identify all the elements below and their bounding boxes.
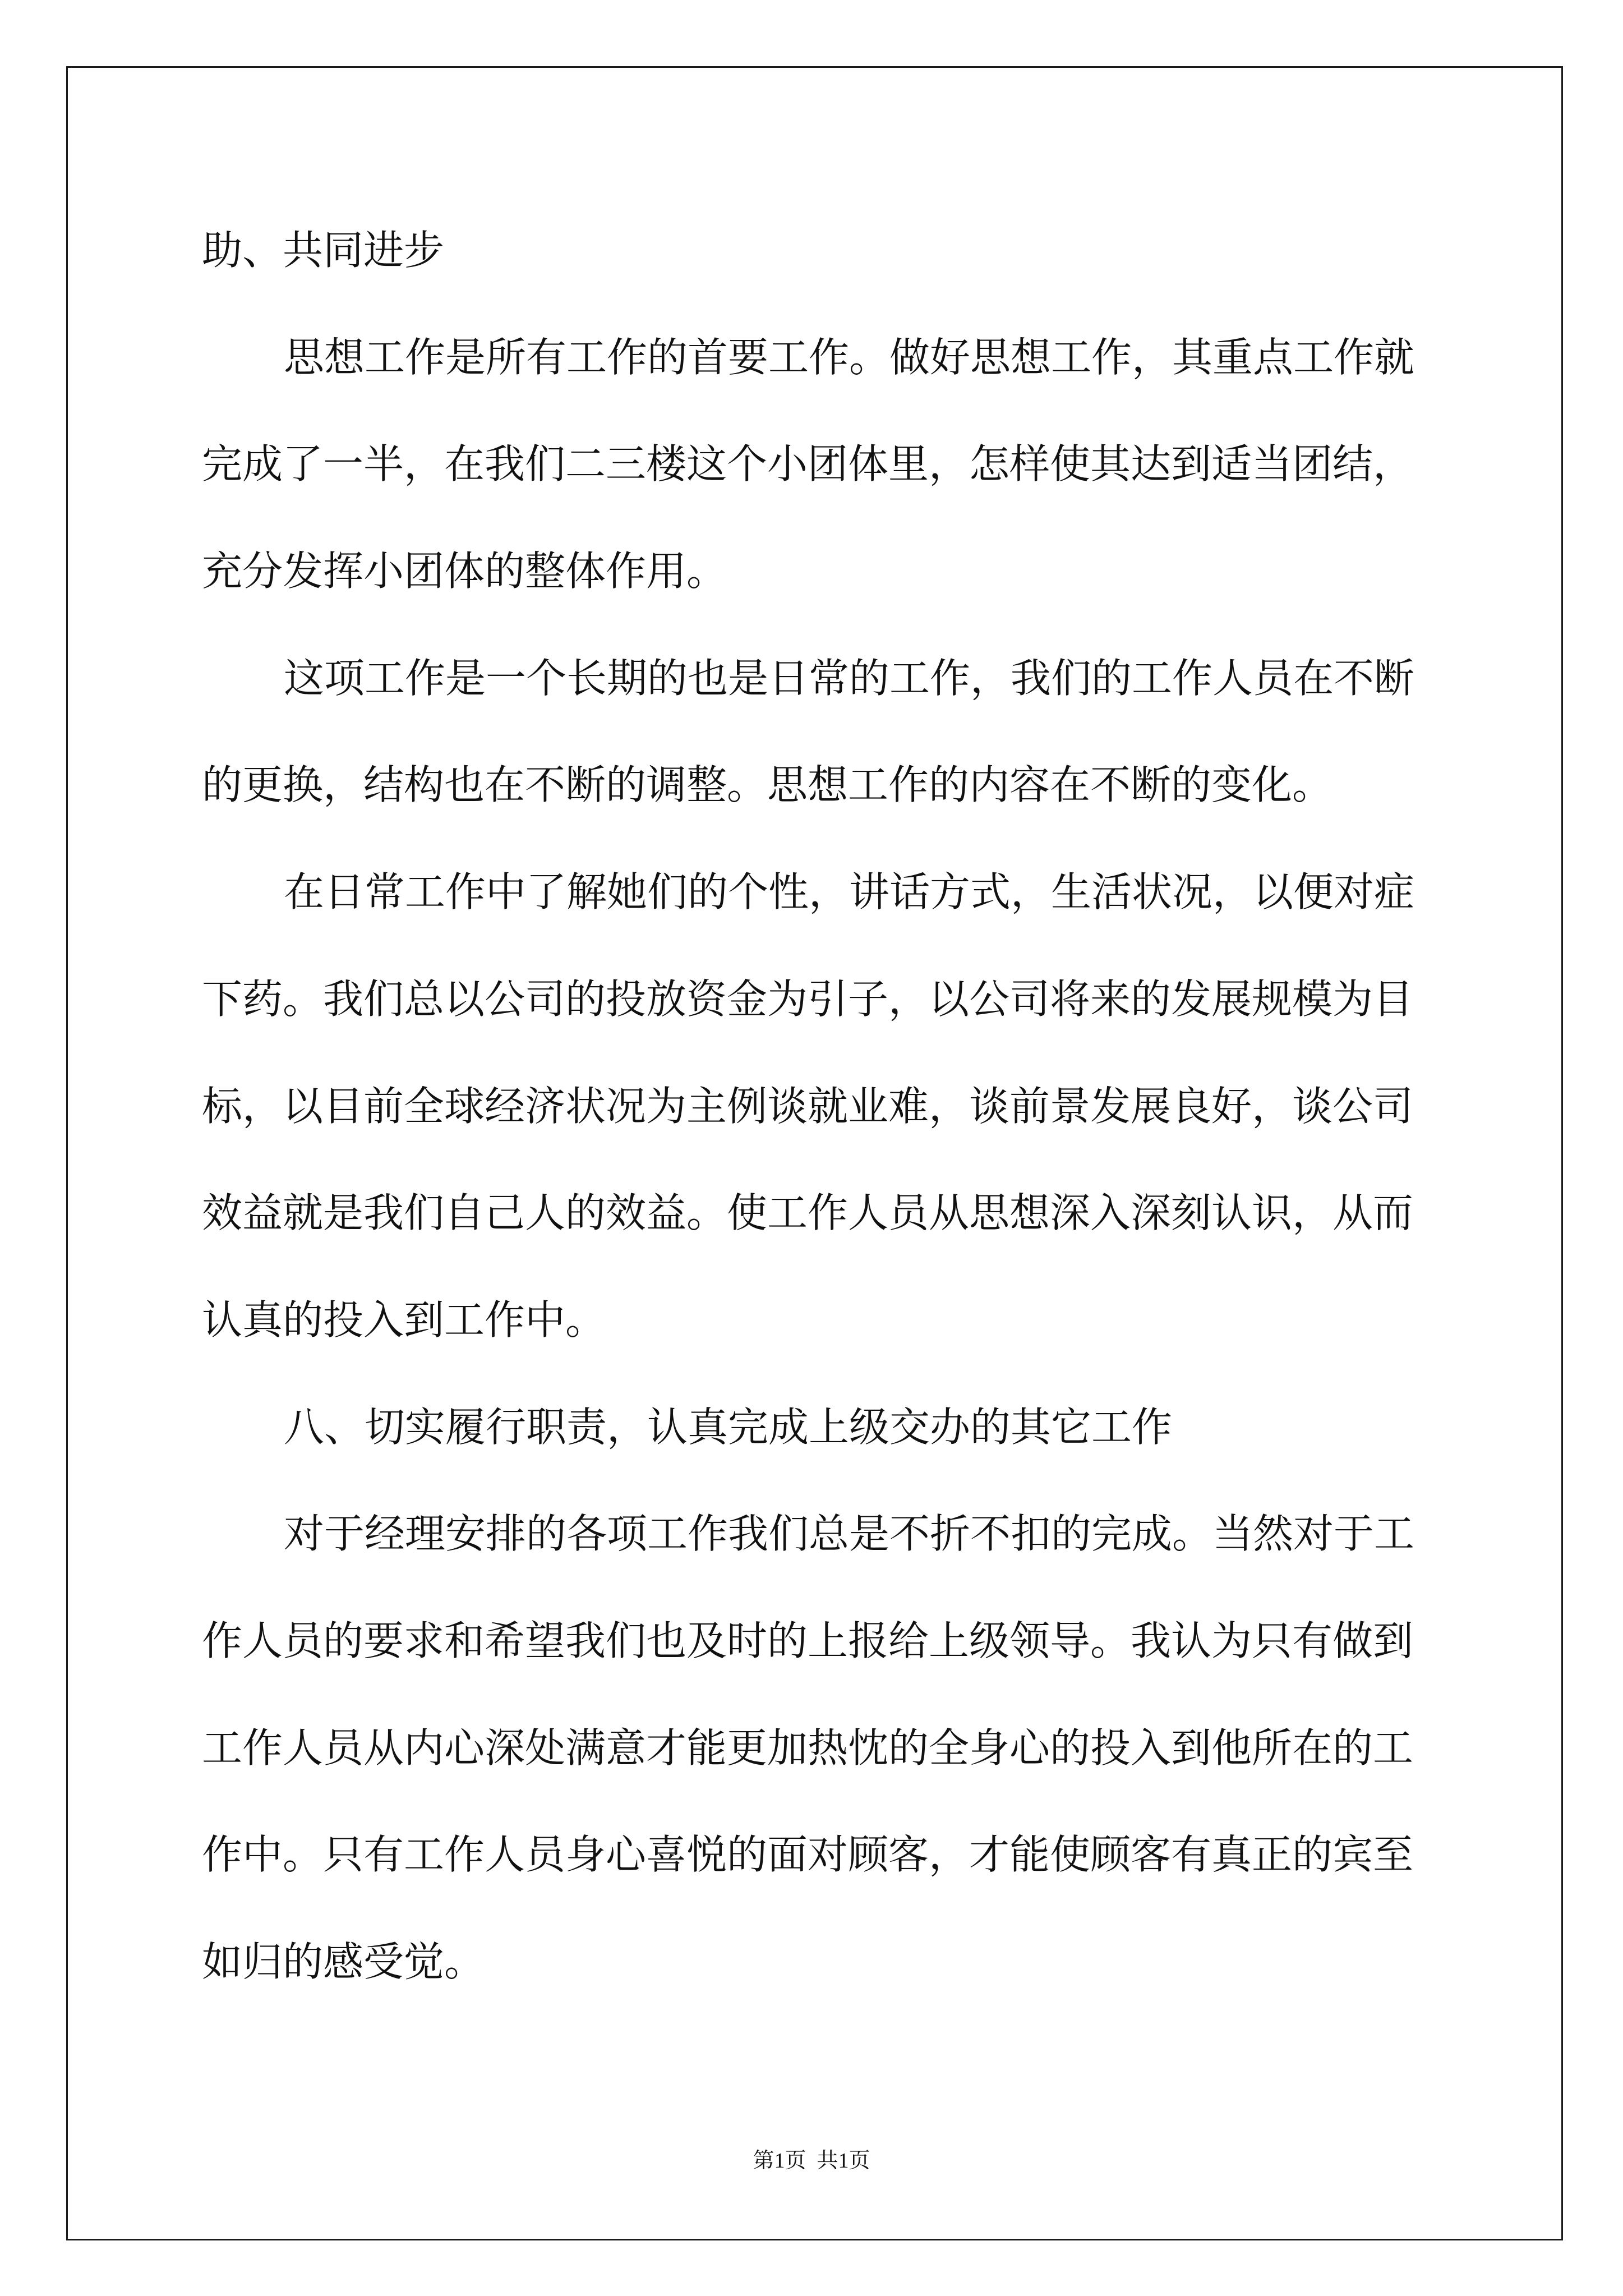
text-line: 助、共同进步: [202, 227, 445, 274]
text-line: 标，以目前全球经济状况为主例谈就业难，谈前景发展良好，谈公司: [202, 1082, 1414, 1130]
text-line: 完成了一半，在我们二三楼这个小团体里，怎样使其达到适当团结，: [202, 440, 1414, 488]
text-line: 充分发挥小团体的整体作用。: [202, 547, 727, 595]
paragraph: [202, 197, 1436, 304]
text-line: 作中。只有工作人员身心喜悦的面对顾客，才能使顾客有真正的宾至: [202, 1831, 1414, 1879]
text-line: 效益就是我们自己人的效益。使工作人员从思想深入深刻认识，从而: [202, 1189, 1414, 1237]
text-line: 作人员的要求和希望我们也及时的上报给上级领导。我认为只有做到: [202, 1617, 1414, 1664]
text-line: 工作人员从内心深处满意才能更加热忱的全身心的投入到他所在的工: [202, 1724, 1414, 1772]
text-line: 认真的投入到工作中。: [202, 1296, 606, 1343]
paragraph: [202, 839, 1436, 1373]
paragraph: [202, 625, 1436, 839]
document-body: [202, 197, 1436, 2016]
paragraph: [202, 304, 1436, 625]
text-line: 思想工作是所有工作的首要工作。做好思想工作，其重点工作就: [284, 333, 1415, 381]
text-line: 对于经理安排的各项工作我们总是不折不扣的完成。当然对于工: [284, 1510, 1415, 1558]
footer-page-number: 第1页 共1页: [753, 2149, 870, 2173]
text-line: 下药。我们总以公司的投放资金为引子，以公司将来的发展规模为目: [202, 975, 1414, 1023]
paragraph: [202, 1480, 1436, 2015]
text-line: 在日常工作中了解她们的个性，讲话方式，生活状况，以便对症: [284, 868, 1415, 916]
text-line: 如归的感受觉。: [202, 1938, 485, 1985]
text-line: 这项工作是一个长期的也是日常的工作，我们的工作人员在不断: [284, 654, 1415, 702]
section-heading: [202, 1374, 1436, 1481]
text-line: 的更换，结构也在不断的调整。思想工作的内容在不断的变化。: [202, 761, 1333, 809]
text-line: 八、切实履行职责，认真完成上级交办的其它工作: [284, 1403, 1173, 1451]
